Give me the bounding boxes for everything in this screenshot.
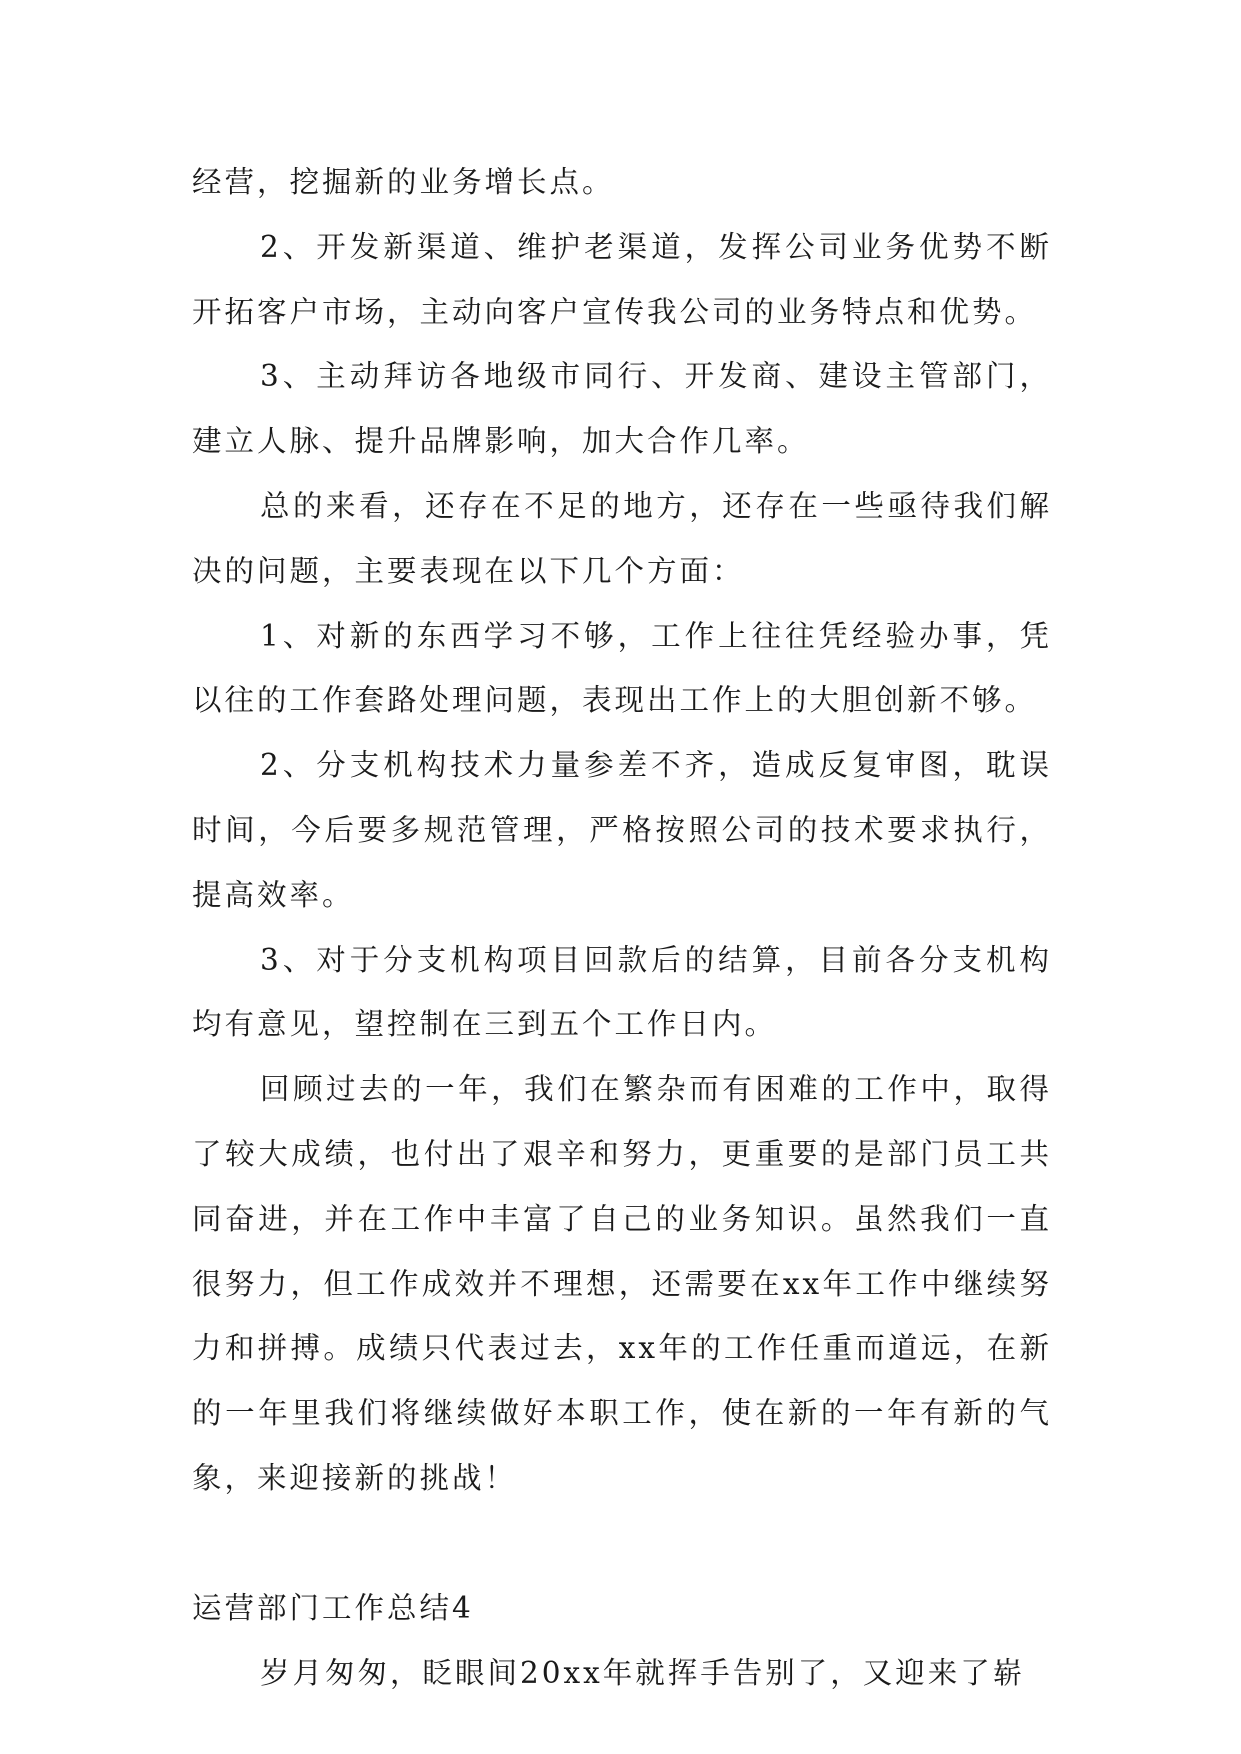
paragraph-review-conclusion: 回顾过去的一年，我们在繁杂而有困难的工作中，取得了较大成绩，也付出了艰辛和努力，更重要的是部门员工共同奋进，并在工作中丰富了自己的业务知识。虽然我们一直很努力，但工作成效并不理想，还需要在xx年工作中继续努力和拼搏。成绩只代表过去，xx年的工作任重而道远，在新的一年里我们将继续做好本职工作，使在新的一年有新的气象，来迎接新的挑战！ xyxy=(192,1072,1052,1495)
section-heading: 运营部门工作总结4 xyxy=(192,1590,474,1625)
paragraph-item-3-visits: 3、主动拜访各地级市同行、开发商、建设主管部门，建立人脉、提升品牌影响，加大合作几率。 xyxy=(192,359,1052,459)
paragraph-continuation: 经营，挖掘新的业务增长点。 xyxy=(192,165,615,199)
paragraph-item-2-channels: 2、开发新渠道、维护老渠道，发挥公司业务优势不断开拓客户市场，主动向客户宣传我公司的业务特点和优势。 xyxy=(192,229,1052,329)
paragraph-issue-2: 2、分支机构技术力量参差不齐，造成反复审图，耽误时间，今后要多规范管理，严格按照公司的技术要求执行，提高效率。 xyxy=(192,748,1052,912)
paragraph-section-opening: 岁月匆匆，眨眼间20xx年就挥手告别了，又迎来了崭 xyxy=(260,1655,1026,1690)
document-body xyxy=(192,150,1052,1705)
paragraph-issue-1: 1、对新的东西学习不够，工作上往往凭经验办事，凭以往的工作套路处理问题，表现出工作上的大胆创新不够。 xyxy=(192,618,1052,718)
paragraph-shortcomings-intro: 总的来看，还存在不足的地方，还存在一些亟待我们解决的问题，主要表现在以下几个方面： xyxy=(192,488,1052,588)
paragraph-issue-3: 3、对于分支机构项目回款后的结算，目前各分支机构均有意见，望控制在三到五个工作日内。 xyxy=(192,942,1052,1042)
